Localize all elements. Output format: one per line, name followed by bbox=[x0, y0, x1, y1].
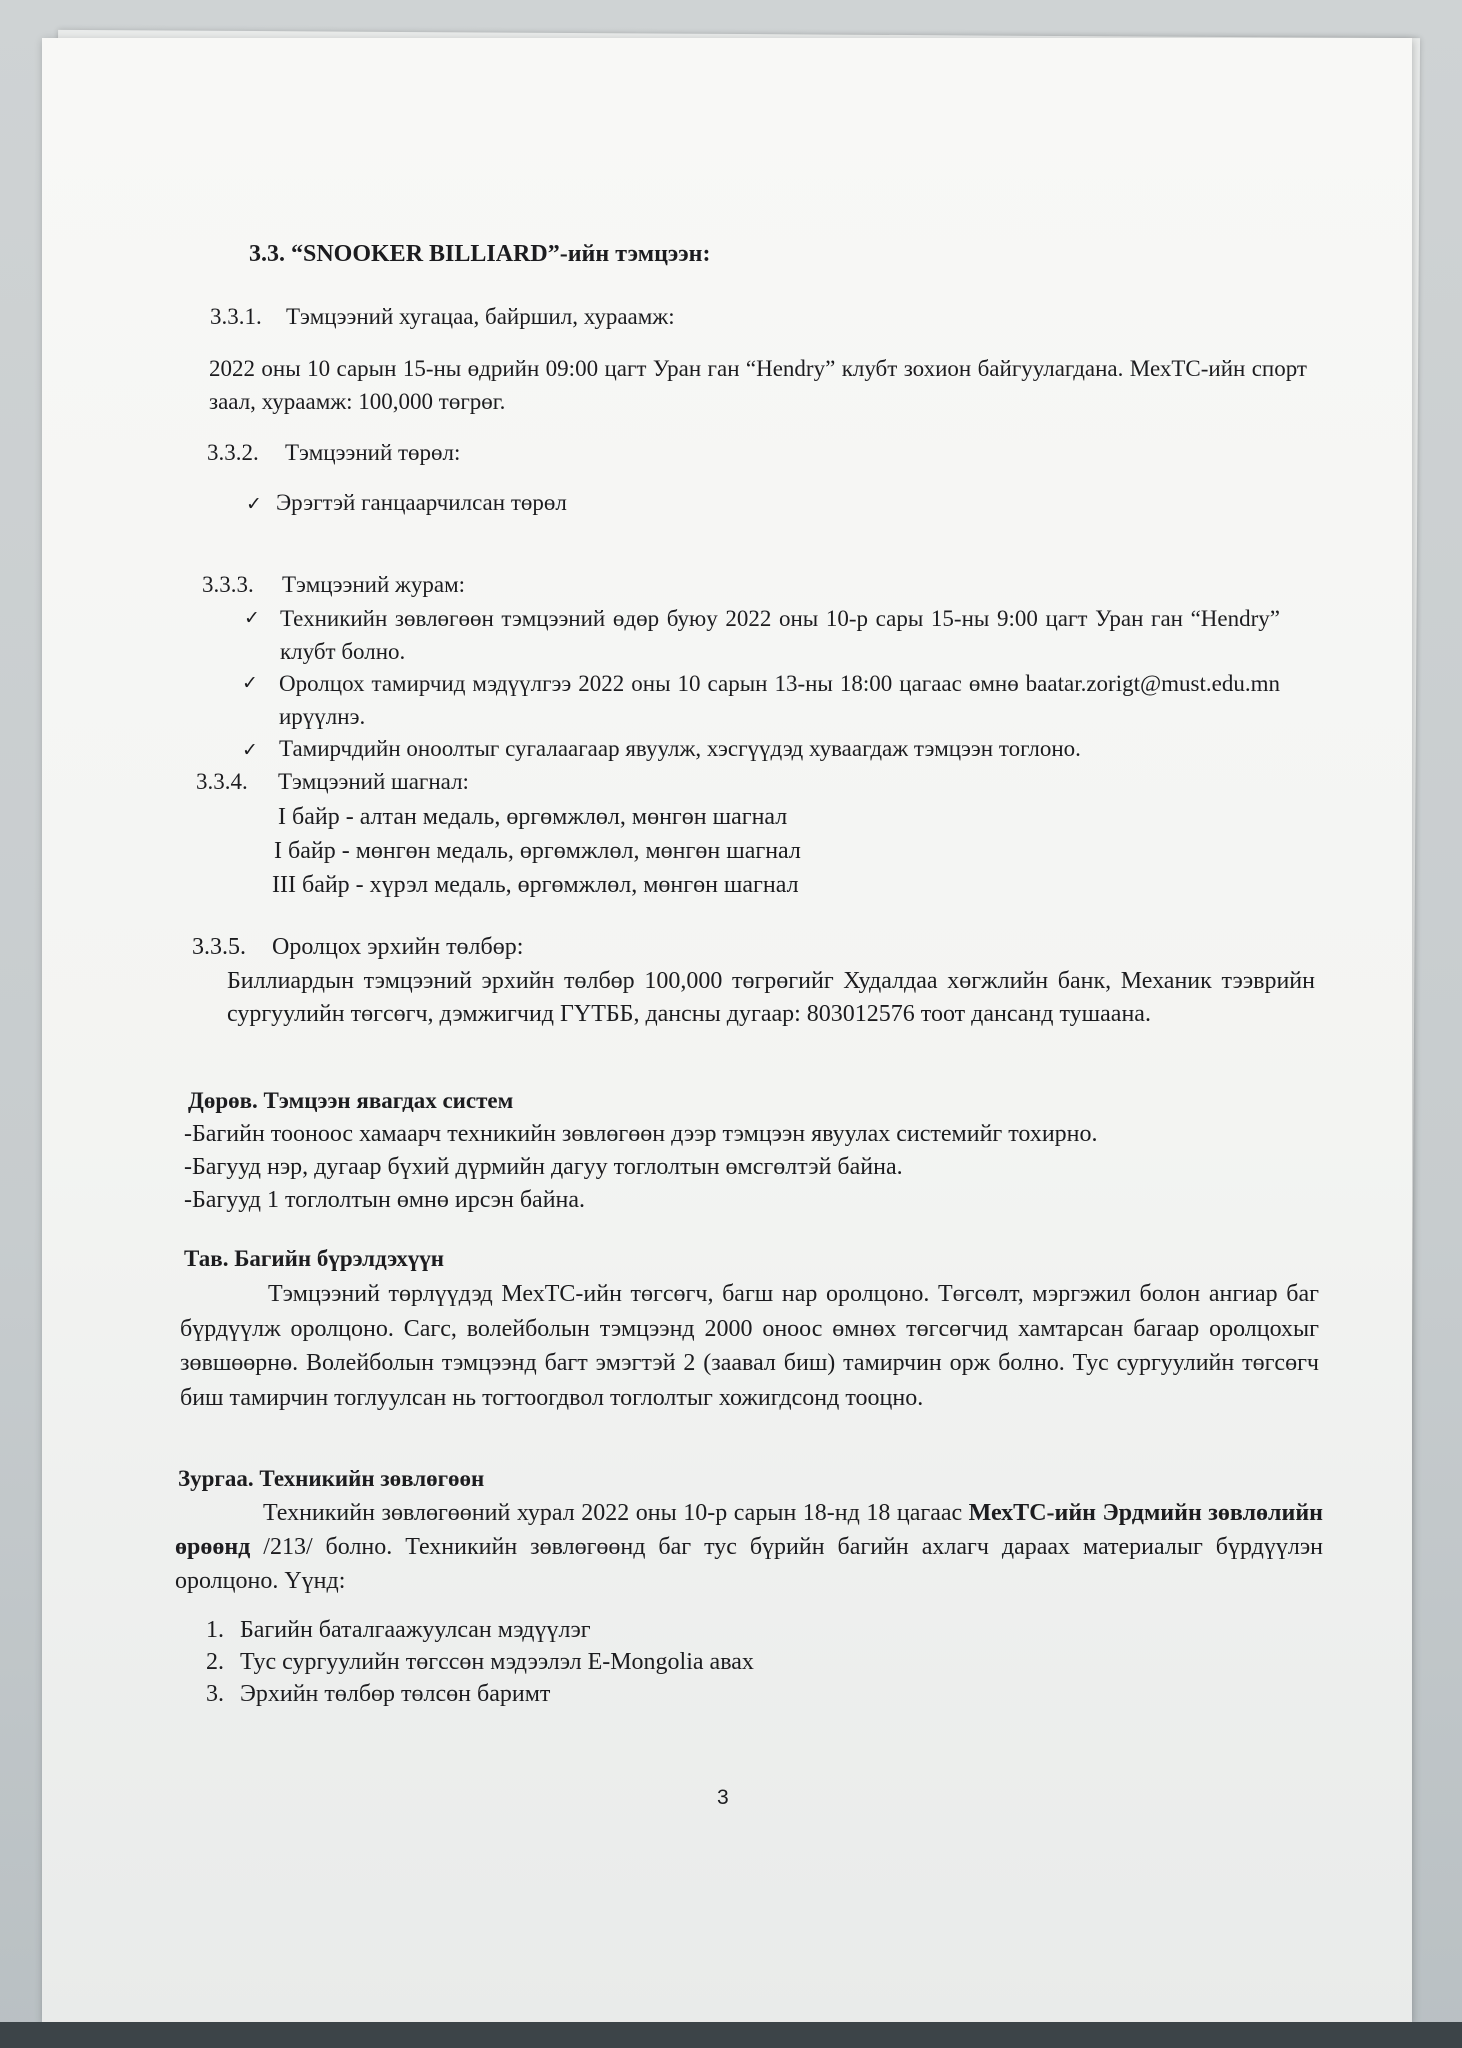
subsection-number: 3.3.1. bbox=[210, 304, 262, 329]
item-number: 3. bbox=[206, 1681, 224, 1707]
checkmark-icon: ✓ bbox=[242, 672, 258, 694]
subsection-3-3-3-heading bbox=[202, 568, 465, 601]
background-strip bbox=[0, 2022, 1462, 2048]
list-item bbox=[242, 732, 1081, 767]
subsection-number: 3.3.4. bbox=[196, 769, 248, 794]
checkmark-icon: ✓ bbox=[246, 493, 262, 515]
subsection-title: Тэмцээний журам: bbox=[282, 572, 466, 597]
item-number: 2. bbox=[206, 1649, 224, 1675]
section-6-heading: Зургаа. Техникийн зөвлөгөөн bbox=[178, 1466, 485, 1491]
subsection-title: Оролцох эрхийн төлбөр: bbox=[272, 934, 524, 960]
section-6-body-text: Техникийн зөвлөгөөний хурал 2022 оны 10-р сарын 18-нд 18 цагаас bbox=[263, 1500, 969, 1526]
prize-line: III байр - хүрэл медаль, өргөмжлөл, мөнгөн шагнал bbox=[272, 872, 799, 898]
list-item-text: Эрэгтэй ганцаарчилсан төрөл bbox=[276, 490, 567, 515]
section-6-body bbox=[175, 1496, 1323, 1598]
item-number: 1. bbox=[206, 1617, 224, 1643]
list-item-text: Оролцох тамирчид мэдүүлгээ 2022 оны 10 сарын 13-ны 18:00 цагаас өмнө baatar.zorigt@must.edu.mn ирүүлнэ. bbox=[279, 671, 1280, 729]
page-content bbox=[42, 38, 1412, 2023]
section-6-body-text: /213/ болно. Техникийн зөвлөгөөнд баг тус бүрийн багийн ахлагч дараах материалыг бүрдүүлэн оролцоно. Үүнд: bbox=[175, 1534, 1323, 1594]
subsection-number: 3.3.2. bbox=[207, 440, 259, 465]
subsection-title: Тэмцээний шагнал: bbox=[278, 769, 469, 794]
checkmark-icon: ✓ bbox=[244, 607, 260, 629]
section-3-3-heading: 3.3. “SNOOKER BILLIARD”-ийн тэмцээн: bbox=[249, 241, 711, 267]
subsection-number: 3.3.5. bbox=[192, 934, 246, 960]
subsection-3-3-2-heading bbox=[207, 436, 460, 469]
section-4-line: -Багийн тооноос хамаарч техникийн зөвлөгөөн дээр тэмцээн явуулах системийг тохирно. bbox=[184, 1121, 1098, 1147]
subsection-number: 3.3.3. bbox=[202, 572, 254, 597]
section-4-line: -Багууд 1 тоглолтын өмнө ирсэн байна. bbox=[184, 1187, 586, 1213]
document-page bbox=[42, 38, 1412, 2023]
list-item-text: Тамирчдийн оноолтыг сугалаагаар явуулж, хэсгүүдэд хуваагдаж тэмцээн тоглоно. bbox=[279, 736, 1081, 761]
numbered-item bbox=[206, 1614, 591, 1647]
subsection-title: Тэмцээний төрөл: bbox=[285, 440, 461, 465]
section-5-body: Тэмцээний төрлүүдэд МехТС-ийн төгсөгч, багш нар оролцоно. Төгсөлт, мэргэжил болон ангиар баг бүрдүүлж оролцоно. Сагс, волейболын тэмцээнд 2000 оноос өмнөх төгсөгчид хамтарсан багаар оролцохыг зөвшөөрнө. Волейболын тэмцээнд багт эмэгтэй 2 (заавал биш) тамирчин орж болно. Тус сургуулийн төгсөгч биш тамирчин тоглуулсан нь тогтоогдвол тоглолтыг хожигдсонд тооцно. bbox=[180, 1281, 1319, 1411]
item-text: Багийн баталгаажуулсан мэдүүлэг bbox=[240, 1617, 591, 1643]
prize-line: I байр - мөнгөн медаль, өргөмжлөл, мөнгөн шагнал bbox=[274, 838, 801, 864]
item-text: Тус сургуулийн төгссөн мэдээлэл E-Mongolia авах bbox=[240, 1649, 754, 1675]
subsection-3-3-1-body: 2022 оны 10 сарын 15-ны өдрийн 09:00 цагт Уран ган “Hendry” клубт зохион байгуулагдана. МехТС-ийн спорт заал, хураамж: 100,000 төгрөг. bbox=[209, 356, 1307, 414]
subsection-3-3-4-heading bbox=[196, 765, 469, 798]
checkmark-icon: ✓ bbox=[242, 739, 258, 761]
section-4-heading: Дөрөв. Тэмцээн явагдах систем bbox=[188, 1088, 514, 1113]
numbered-item bbox=[206, 1646, 754, 1679]
prize-line: I байр - алтан медаль, өргөмжлөл, мөнгөн шагнал bbox=[278, 804, 788, 830]
item-text: Эрхийн төлбөр төлсөн баримт bbox=[240, 1681, 551, 1707]
section-5-heading: Тав. Багийн бүрэлдэхүүн bbox=[184, 1246, 445, 1271]
subsection-title: Тэмцээний хугацаа, байршил, хураамж: bbox=[286, 304, 675, 329]
section-6-body-bold: МехТС-ийн Эрдмийн зөвлөлийн өрөөнд bbox=[175, 1500, 1323, 1560]
numbered-item bbox=[206, 1678, 550, 1711]
subsection-3-3-1-heading bbox=[210, 300, 675, 333]
list-item-text: Техникийн зөвлөгөөн тэмцээний өдөр буюу 2022 оны 10-р сары 15-ны 9:00 цагт Уран ган “Hendry” клубт болно. bbox=[280, 606, 1280, 664]
section-4-line: -Багууд нэр, дугаар бүхий дүрмийн дагуу тоглолтын өмсгөлтэй байна. bbox=[184, 1154, 903, 1180]
subsection-3-3-5-body: Биллиардын тэмцээний эрхийн төлбөр 100,000 төгрөгийг Худалдаа хөгжлийн банк, Механик тээврийн сургуулийн төгсөгч, дэмжигчид ГҮТББ, дансны дугаар: 803012576 тоот дансанд тушаана. bbox=[227, 968, 1315, 1027]
page-number: 3 bbox=[717, 1786, 729, 1809]
list-item bbox=[246, 486, 567, 521]
subsection-3-3-5-heading bbox=[192, 931, 523, 964]
